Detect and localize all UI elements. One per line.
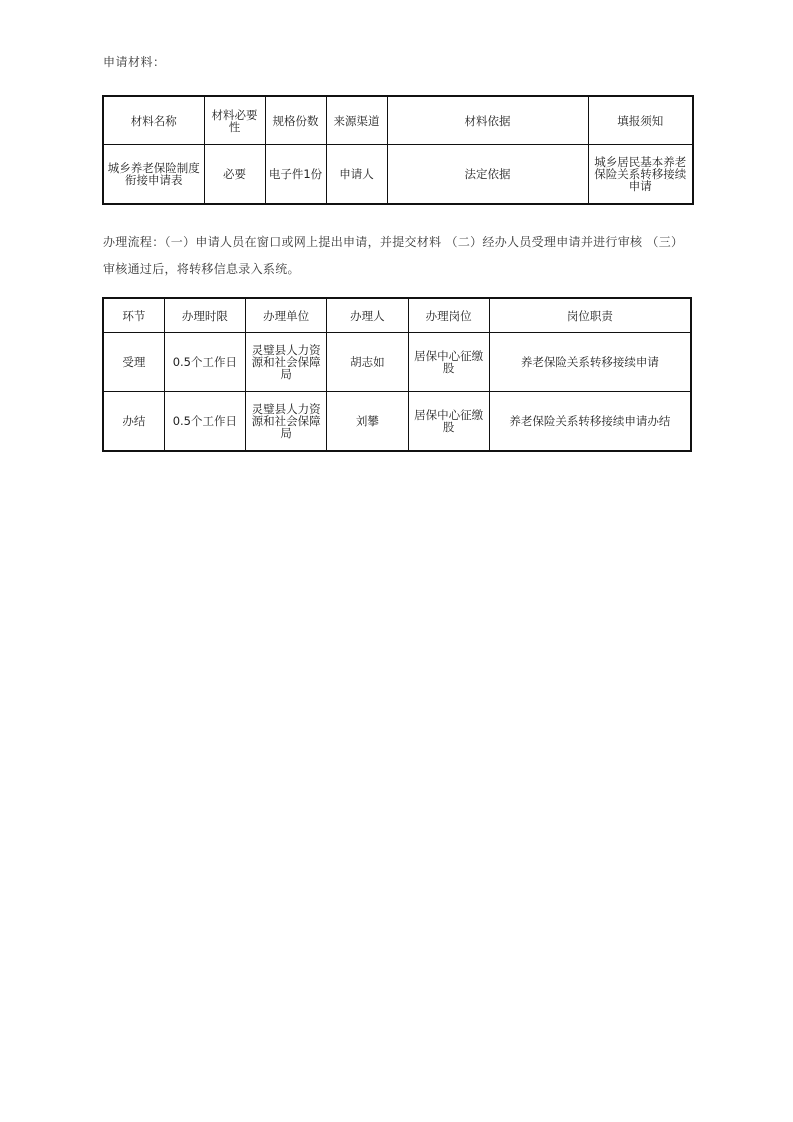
cell-material-necessity: 必要 — [204, 145, 265, 205]
cell-post: 居保中心征缴股 — [408, 392, 489, 452]
materials-table — [102, 95, 694, 205]
cell-post-duty: 养老保险关系转移接续申请 — [489, 333, 691, 392]
cell-filling-notes: 城乡居民基本养老保险关系转移接续申请 — [588, 145, 693, 205]
header-filling-notes: 填报须知 — [588, 96, 693, 145]
header-material-basis: 材料依据 — [387, 96, 588, 145]
cell-handling-unit: 灵璧县人力资源和社会保障局 — [245, 333, 326, 392]
cell-material-name: 城乡养老保险制度衔接申请表 — [103, 145, 204, 205]
process-header-row — [103, 298, 691, 333]
process-flow-text: 办理流程：（一）申请人员在窗口或网上提出申请，并提交材料 （二）经办人员受理申请并进行审核 （三）审核通过后，将转移信息录入系统。 — [103, 235, 684, 276]
materials-header-row — [103, 96, 693, 145]
cell-stage: 受理 — [103, 333, 164, 392]
header-post: 办理岗位 — [408, 298, 489, 333]
header-material-necessity: 材料必要性 — [204, 96, 265, 145]
cell-handler: 刘攀 — [327, 392, 408, 452]
header-material-name: 材料名称 — [103, 96, 204, 145]
table-row — [103, 333, 691, 392]
cell-time-limit: 0.5个工作日 — [164, 392, 245, 452]
cell-material-basis: 法定依据 — [387, 145, 588, 205]
cell-spec-copies: 电子件1份 — [265, 145, 326, 205]
cell-stage: 办结 — [103, 392, 164, 452]
cell-handler: 胡志如 — [327, 333, 408, 392]
process-table — [102, 297, 692, 452]
header-time-limit: 办理时限 — [164, 298, 245, 333]
cell-time-limit: 0.5个工作日 — [164, 333, 245, 392]
cell-handling-unit: 灵璧县人力资源和社会保障局 — [245, 392, 326, 452]
header-handler: 办理人 — [327, 298, 408, 333]
header-handling-unit: 办理单位 — [245, 298, 326, 333]
cell-source-channel: 申请人 — [326, 145, 387, 205]
table-row — [103, 145, 693, 205]
cell-post-duty: 养老保险关系转移接续申请办结 — [489, 392, 691, 452]
header-source-channel: 来源渠道 — [326, 96, 387, 145]
cell-post: 居保中心征缴股 — [408, 333, 489, 392]
materials-heading: 申请材料： — [103, 55, 166, 69]
header-post-duty: 岗位职责 — [489, 298, 691, 333]
header-spec-copies: 规格份数 — [265, 96, 326, 145]
header-stage: 环节 — [103, 298, 164, 333]
table-row — [103, 392, 691, 452]
